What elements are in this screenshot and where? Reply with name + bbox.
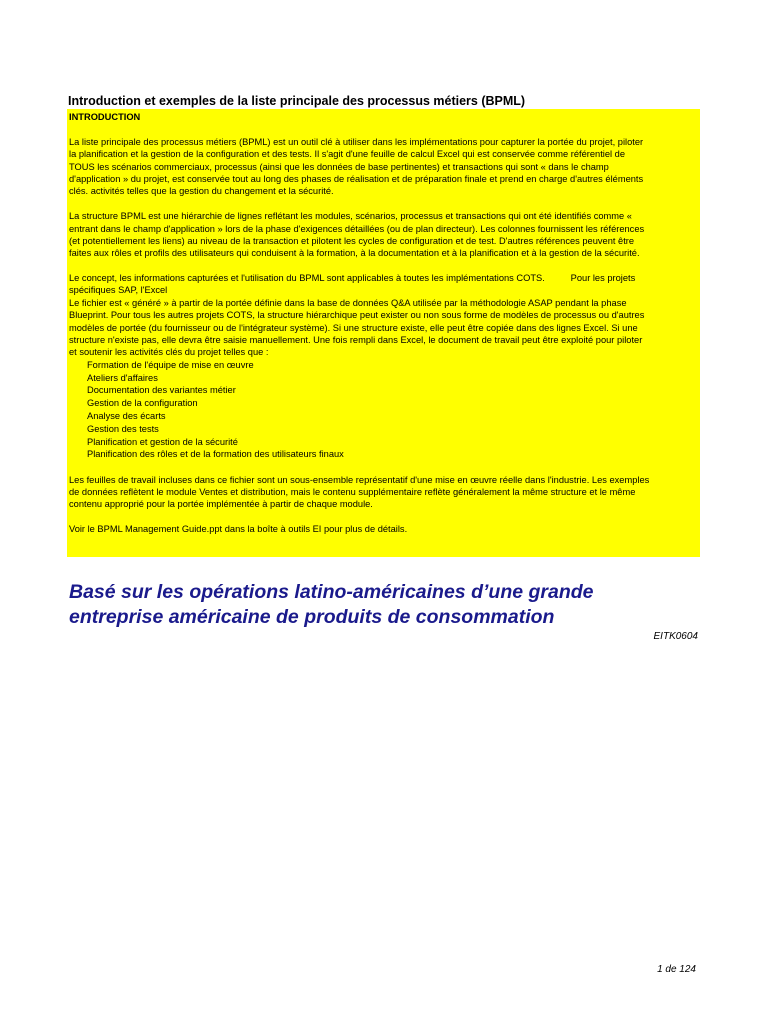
intro-paragraph-2 [69, 210, 698, 260]
text-line: de données reflètent le module Ventes et distribution, mais le contenu supplémentaire reflète généralement la même structure et le même [69, 486, 636, 497]
intro-paragraph-4 [69, 474, 698, 511]
text-line: (et potentiellement les liens) au niveau de la transaction et pilotent les cycles de configuration et de test. D'autres références peuvent être [69, 235, 635, 246]
text-line: structure n'existe pas, elle devra être saisie manuellement. Une fois rempli dans Excel, le document de travail peut être exploité pour piloter [69, 335, 643, 346]
text-line: d'application » du projet, est conservée tout au long des phases de réalisation et de préparation finale et prend en charge d'autres éléments [69, 173, 644, 184]
text-line: clés. activités telles que la gestion du changement et la sécurité. [69, 186, 334, 197]
text-line: la planification et la gestion de la configuration et des tests. Il s'agit d'une feuille de calcul Excel qui est conservée comme référentiel de [69, 149, 625, 160]
text-line: TOUS les scénarios commerciaux, processus (ainsi que les données de base pertinentes) et transactions qui sont « dans le champ [69, 161, 609, 172]
text-line: contenu approprié pour la portée implémentée à partir de chaque module. [69, 499, 373, 510]
intro-paragraph-5 [69, 523, 698, 535]
list-item: Planification des rôles et de la formation des utilisateurs finaux [87, 449, 344, 460]
text-line: Le concept, les informations capturées et l'utilisation du BPML sont applicables à toutes les implémentations COTS. Pour les projets [69, 273, 636, 284]
text-line: Voir le BPML Management Guide.ppt dans la boîte à outils EI pour plus de détails. [69, 524, 408, 535]
text-line: entrant dans le champ d'application » lors de la phase d'exigences détaillées (ou de plan directeur). Les colonnes fournissent les références [69, 223, 645, 234]
list-item: Analyse des écarts [87, 411, 166, 421]
subtitle-line: entreprise américaine de produits de consommation [69, 606, 555, 628]
text-line: et soutenir les activités clés du projet telles que : [69, 347, 269, 358]
text-line: Les feuilles de travail incluses dans ce fichier sont un sous-ensemble représentatif d'une mise en œuvre réelle dans l'industrie. Les exemples [69, 474, 650, 485]
list-item: Gestion de la configuration [87, 398, 198, 409]
list-item: Gestion des tests [87, 423, 159, 434]
list-item: Formation de l'équipe de mise en œuvre [87, 359, 254, 370]
introduction-box [67, 109, 700, 557]
intro-paragraph-1 [69, 136, 698, 198]
subtitle [69, 580, 709, 630]
introduction-heading: INTRODUCTION [69, 112, 141, 122]
list-item: Ateliers d'affaires [87, 372, 158, 383]
text-line: faites aux rôles et profils des utilisateurs qui conduisent à la formation, à la documentation et à la planification et à la gestion de la sécurité. [69, 248, 640, 259]
text-line: modèles de portée (du fournisseur ou de l'intégrateur système). Si une structure existe, elle peut être copiée dans des lignes Excel. Si une [69, 322, 638, 333]
text-line: Le fichier est « généré » à partir de la portée définie dans la base de données Q&A utilisée par la méthodologie ASAP pendant la phase [69, 297, 627, 308]
intro-paragraph-3 [69, 272, 698, 359]
text-line: Blueprint. Pour tous les autres projets COTS, la structure hiérarchique peut exister ou non sous forme de modèles de processus ou d'autres [69, 310, 645, 321]
text-line: La structure BPML est une hiérarchie de lignes reflétant les modules, scénarios, processus et transactions qui ont été identifiés comme « [69, 211, 632, 222]
text-line: spécifiques SAP, l'Excel [69, 285, 168, 296]
activity-list [69, 359, 698, 461]
page-title: Introduction et exemples de la liste principale des processus métiers (BPML) [68, 94, 526, 108]
document-code: EITK0604 [653, 631, 698, 642]
text-line: La liste principale des processus métiers (BPML) est un outil clé à utiliser dans les implémentations pour capturer la portée du projet, piloter [69, 136, 644, 147]
subtitle-line: Basé sur les opérations latino-américaines d’une grande [69, 581, 594, 603]
page-number: 1 de 124 [657, 964, 696, 975]
list-item: Documentation des variantes métier [87, 385, 236, 396]
list-item: Planification et gestion de la sécurité [87, 436, 238, 447]
